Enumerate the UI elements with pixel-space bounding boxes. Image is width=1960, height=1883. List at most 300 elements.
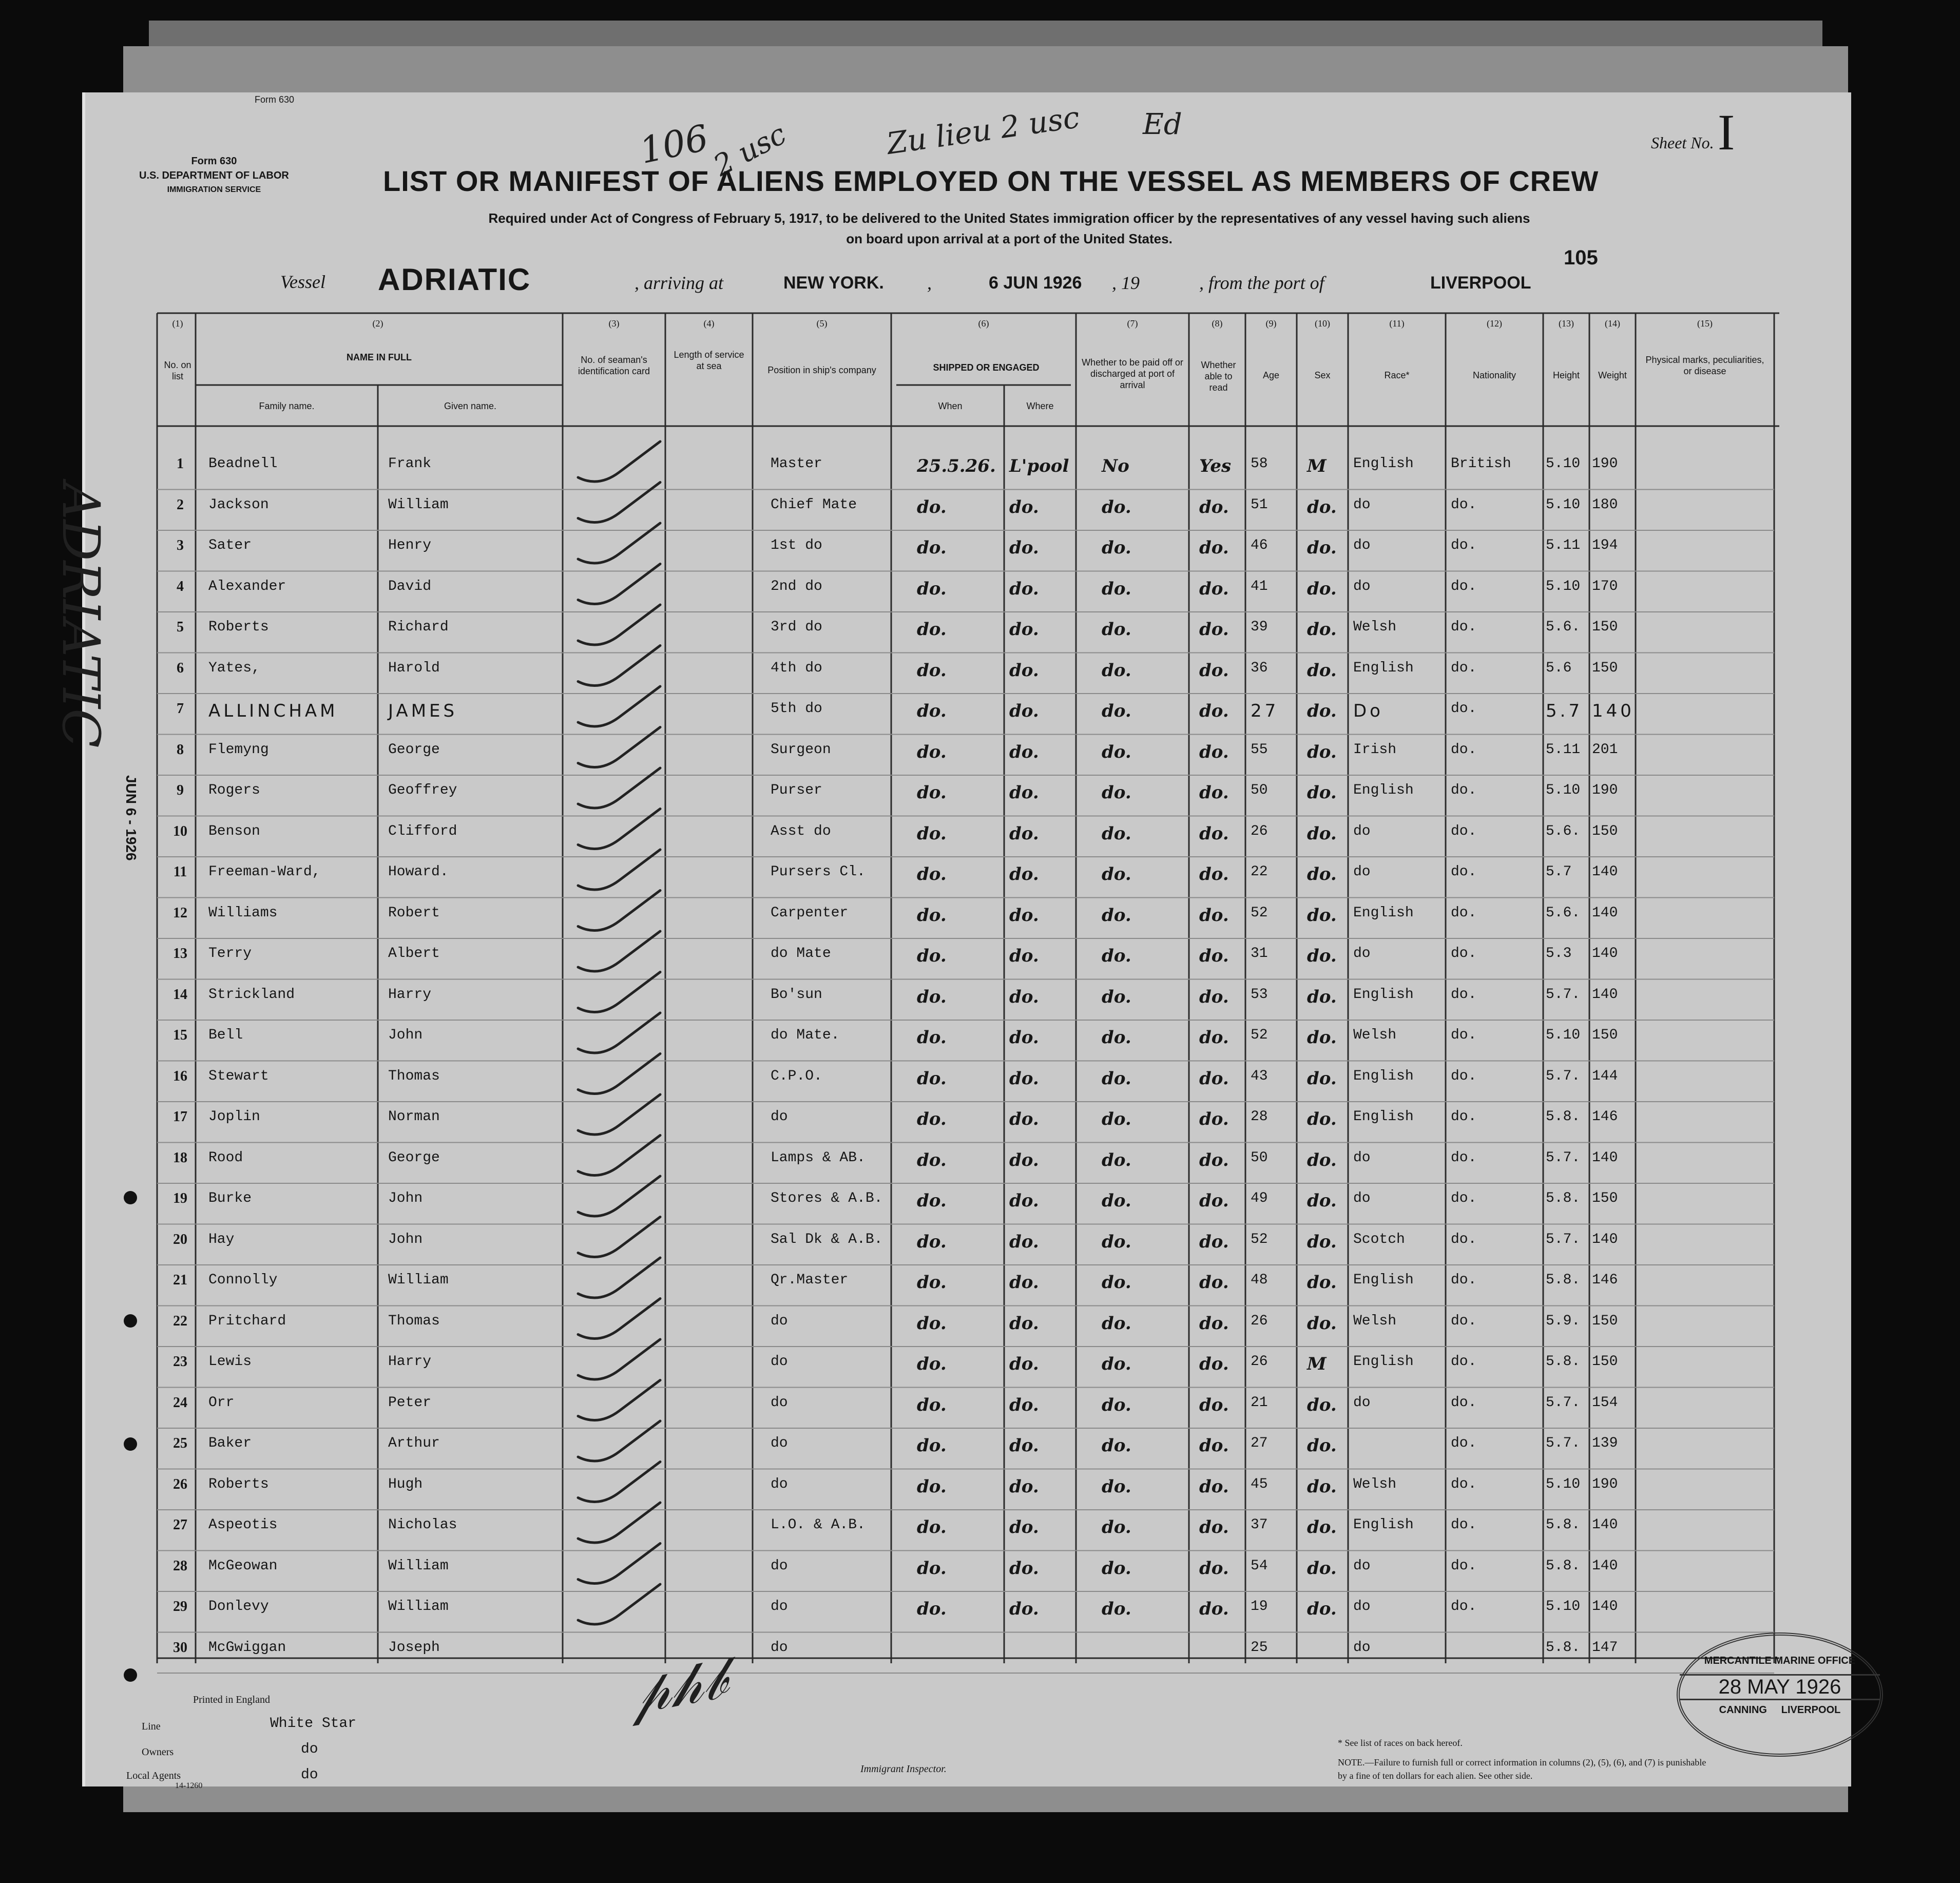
sheet-number: I xyxy=(1718,104,1735,161)
cell-paid: do. xyxy=(1102,1354,1131,1374)
cell-sex: do. xyxy=(1307,619,1337,640)
year-label: , 19 xyxy=(1112,273,1140,293)
sheet-label: Sheet No. xyxy=(1651,133,1714,152)
cell-paid: do. xyxy=(1102,496,1131,517)
vessel-label: Vessel xyxy=(280,272,325,292)
cell-read: do. xyxy=(1199,660,1229,681)
cell-read: do. xyxy=(1199,1149,1229,1170)
cell-sex: do. xyxy=(1307,1435,1337,1456)
cell-sex: do. xyxy=(1307,1027,1337,1048)
cell-age: 54 xyxy=(1251,1558,1268,1574)
cell-height: 5.7. xyxy=(1546,1068,1581,1084)
cell-race: English xyxy=(1353,660,1414,676)
cell-given: Richard xyxy=(388,619,449,635)
cell-where: do. xyxy=(1009,1027,1039,1048)
cell-height: 5.7. xyxy=(1546,1394,1581,1411)
col-num-1: (1) xyxy=(172,318,183,329)
cell-position: Lamps & AB. xyxy=(771,1149,866,1166)
cell-sex: M xyxy=(1307,456,1327,476)
cell-position: Sal Dk & A.B. xyxy=(771,1231,883,1247)
stamp-date: 28 MAY 1926 xyxy=(1680,1674,1880,1700)
cell-sex: do. xyxy=(1307,864,1337,885)
handwritten-ed: Ed xyxy=(1143,108,1182,141)
check-mark xyxy=(578,1299,660,1339)
cell-where: do. xyxy=(1009,496,1039,517)
cell-weight: 150 xyxy=(1592,1190,1618,1206)
cell-family: Rogers xyxy=(208,782,260,798)
cell-height: 5.10 xyxy=(1546,578,1581,594)
cell-nat: do. xyxy=(1451,496,1477,513)
cell-age: 52 xyxy=(1251,1027,1268,1043)
cell-family: Roberts xyxy=(208,619,269,635)
cell-paid: do. xyxy=(1102,1068,1131,1089)
cell-nat: do. xyxy=(1451,1231,1477,1247)
cell-age: 39 xyxy=(1251,619,1268,635)
cell-given: Henry xyxy=(388,537,432,553)
cell-no: 4 xyxy=(177,578,184,594)
cell-family: Freeman-Ward, xyxy=(208,864,321,880)
cell-age: 48 xyxy=(1251,1272,1268,1288)
cell-no: 22 xyxy=(173,1313,187,1329)
cell-race: English xyxy=(1353,782,1414,798)
cell-paid: do. xyxy=(1102,864,1131,885)
cell-age: 52 xyxy=(1251,1231,1268,1247)
cell-race: Welsh xyxy=(1353,1476,1397,1492)
cell-weight: 139 xyxy=(1592,1435,1618,1451)
cell-race: English xyxy=(1353,905,1414,921)
cell-height: 5.10 xyxy=(1546,496,1581,513)
cell-race: do xyxy=(1353,578,1371,594)
cell-weight: 150 xyxy=(1592,823,1618,839)
cell-read: Yes xyxy=(1199,456,1232,476)
cell-family: Benson xyxy=(208,823,260,839)
cell-age: 43 xyxy=(1251,1068,1268,1084)
cell-family: McGwiggan xyxy=(208,1639,286,1656)
cell-no: 27 xyxy=(173,1517,187,1533)
arrival-date-stamp: 6 JUN 1926 xyxy=(989,273,1082,293)
cell-nat: do. xyxy=(1451,1109,1477,1125)
cell-read: do. xyxy=(1199,864,1229,885)
cell-position: do xyxy=(771,1639,788,1656)
cell-no: 2 xyxy=(177,496,184,513)
cell-race: Welsh xyxy=(1353,619,1397,635)
cell-weight: 150 xyxy=(1592,1027,1618,1043)
cell-age: 52 xyxy=(1251,905,1268,921)
cell-where: do. xyxy=(1009,986,1039,1007)
header-seaman-card: No. of seaman's identification card xyxy=(578,355,650,376)
cell-sex: do. xyxy=(1307,1068,1337,1089)
cell-paid: do. xyxy=(1102,1272,1131,1293)
cell-given: Albert xyxy=(388,946,440,962)
cell-weight: 150 xyxy=(1592,619,1618,635)
cell-weight: 190 xyxy=(1592,456,1618,472)
cell-height: 5.10 xyxy=(1546,456,1581,472)
cell-no: 12 xyxy=(173,905,187,921)
cell-family: Pritchard xyxy=(208,1313,286,1329)
subtitle-line-1: Required under Act of Congress of February 5, 1917, to be delivered to the United States immigration officer by the representatives of any vessel having such aliens xyxy=(488,210,1530,226)
cell-read: do. xyxy=(1199,1558,1229,1579)
cell-when: do. xyxy=(917,1068,947,1089)
cell-sex: do. xyxy=(1307,1476,1337,1497)
cell-given: John xyxy=(388,1231,423,1247)
cell-height: 5.7. xyxy=(1546,1231,1581,1247)
header-physical-marks: Physical marks, peculiarities, or disease xyxy=(1645,355,1764,376)
cell-given: William xyxy=(388,1558,449,1574)
cell-height: 5.10 xyxy=(1546,1027,1581,1043)
cell-family: Donlevy xyxy=(208,1599,269,1615)
cell-age: 26 xyxy=(1251,1313,1268,1329)
cell-race: do xyxy=(1353,1639,1371,1656)
cell-race: English xyxy=(1353,986,1414,1003)
service-name: IMMIGRATION SERVICE xyxy=(167,185,261,194)
cell-height: 5.8. xyxy=(1546,1558,1581,1574)
cell-position: Master xyxy=(771,456,822,472)
cell-no: 17 xyxy=(173,1109,187,1125)
cell-sex: do. xyxy=(1307,782,1337,803)
cell-nat: do. xyxy=(1451,1599,1477,1615)
cell-given: Thomas xyxy=(388,1068,440,1084)
cell-given: Howard. xyxy=(388,864,449,880)
cell-where: do. xyxy=(1009,864,1039,885)
check-mark xyxy=(578,564,660,604)
cell-no: 16 xyxy=(173,1068,187,1084)
cell-nat: do. xyxy=(1451,537,1477,553)
cell-given: John xyxy=(388,1190,423,1206)
cell-race: do xyxy=(1353,1558,1371,1574)
header-position: Position in ship's company xyxy=(767,365,876,375)
cell-position: Pursers Cl. xyxy=(771,864,866,880)
cell-paid: do. xyxy=(1102,1517,1131,1538)
arriving-label: , arriving at xyxy=(635,273,724,293)
cell-where: do. xyxy=(1009,1517,1039,1538)
cell-height: 5.8. xyxy=(1546,1639,1581,1656)
cell-when: do. xyxy=(917,986,947,1007)
cell-where: do. xyxy=(1009,823,1039,844)
cell-given: Nicholas xyxy=(388,1517,457,1533)
cell-family: Joplin xyxy=(208,1109,260,1125)
check-mark xyxy=(578,1013,660,1053)
cell-height: 5.10 xyxy=(1546,1476,1581,1492)
cell-read: do. xyxy=(1199,496,1229,517)
check-mark xyxy=(578,1136,660,1176)
cell-nat: do. xyxy=(1451,1354,1477,1370)
cell-paid: do. xyxy=(1102,660,1131,681)
cell-nat: do. xyxy=(1451,1517,1477,1533)
col-num-14: (14) xyxy=(1605,318,1620,329)
cell-paid: do. xyxy=(1102,1313,1131,1334)
cell-where: do. xyxy=(1009,537,1039,558)
cell-read: do. xyxy=(1199,1476,1229,1497)
cell-when: do. xyxy=(917,701,947,721)
cell-weight: 140 xyxy=(1592,1599,1618,1615)
cell-position: L.O. & A.B. xyxy=(771,1517,866,1533)
cell-given: Norman xyxy=(388,1109,440,1125)
cell-read: do. xyxy=(1199,1068,1229,1089)
cell-no: 15 xyxy=(173,1027,187,1043)
header-able-read: Whether able to read xyxy=(1201,360,1236,393)
check-mark xyxy=(578,1421,660,1461)
cell-height: 5.7. xyxy=(1546,986,1581,1003)
cell-height: 5.8. xyxy=(1546,1190,1581,1206)
cell-where: do. xyxy=(1009,782,1039,803)
cell-paid: do. xyxy=(1102,578,1131,599)
cell-family: Terry xyxy=(208,946,252,962)
cell-nat: do. xyxy=(1451,782,1477,798)
cell-read: do. xyxy=(1199,1190,1229,1211)
header-shipped-engaged: SHIPPED OR ENGAGED xyxy=(933,362,1040,373)
cell-age: 45 xyxy=(1251,1476,1268,1492)
cell-given: JAMES xyxy=(388,701,458,721)
cell-nat: do. xyxy=(1451,1149,1477,1166)
cell-age: 50 xyxy=(1251,1149,1268,1166)
cell-weight: 140 xyxy=(1592,946,1618,962)
cell-age: 31 xyxy=(1251,946,1268,962)
cell-race: do xyxy=(1353,537,1371,553)
cell-race: English xyxy=(1353,1354,1414,1370)
cell-no: 7 xyxy=(177,701,184,717)
cell-when: do. xyxy=(917,864,947,885)
cell-read: do. xyxy=(1199,1027,1229,1048)
check-mark xyxy=(578,1380,660,1420)
cell-when: do. xyxy=(917,537,947,558)
check-mark xyxy=(578,605,660,645)
cell-age: 28 xyxy=(1251,1109,1268,1125)
cell-paid: do. xyxy=(1102,946,1131,966)
cell-age: 27 xyxy=(1251,701,1279,721)
cell-sex: do. xyxy=(1307,1313,1337,1334)
cell-sex: do. xyxy=(1307,537,1337,558)
cell-when: do. xyxy=(917,660,947,681)
cell-when: do. xyxy=(917,1435,947,1456)
vessel-name: ADRIATIC xyxy=(378,262,531,297)
cell-family: Bell xyxy=(208,1027,243,1043)
cell-where: do. xyxy=(1009,1190,1039,1211)
cell-given: Harry xyxy=(388,986,432,1003)
cell-sex: do. xyxy=(1307,701,1337,721)
cell-position: do xyxy=(771,1476,788,1492)
cell-sex: do. xyxy=(1307,1190,1337,1211)
cell-no: 28 xyxy=(173,1558,187,1574)
cell-nat: do. xyxy=(1451,864,1477,880)
cell-height: 5.7. xyxy=(1546,1149,1581,1166)
cell-race: Scotch xyxy=(1353,1231,1405,1247)
cell-given: Hugh xyxy=(388,1476,423,1492)
cell-given: Harry xyxy=(388,1354,432,1370)
owners-value: do xyxy=(301,1741,318,1757)
form-number: Form 630 xyxy=(191,156,237,167)
cell-given: Arthur xyxy=(388,1435,440,1451)
cell-age: 26 xyxy=(1251,823,1268,839)
cell-when: do. xyxy=(917,1394,947,1415)
cell-read: do. xyxy=(1199,782,1229,803)
cell-position: do xyxy=(771,1354,788,1370)
cell-where: do. xyxy=(1009,1109,1039,1129)
cell-position: Asst do xyxy=(771,823,831,839)
cell-sex: do. xyxy=(1307,823,1337,844)
cell-sex: do. xyxy=(1307,905,1337,926)
cell-position: Surgeon xyxy=(771,741,831,758)
cell-where: do. xyxy=(1009,1149,1039,1170)
cell-sex: do. xyxy=(1307,660,1337,681)
cell-position: 4th do xyxy=(771,660,822,676)
cell-weight: 147 xyxy=(1592,1639,1618,1656)
check-mark xyxy=(578,483,660,523)
cell-family: Baker xyxy=(208,1435,252,1451)
cell-sex: do. xyxy=(1307,1272,1337,1293)
cell-height: 5.11 xyxy=(1546,537,1581,553)
cell-nat: do. xyxy=(1451,1027,1477,1043)
cell-where: do. xyxy=(1009,1558,1039,1579)
check-mark xyxy=(578,768,660,808)
cell-height: 5.3 xyxy=(1546,946,1572,962)
cell-where: do. xyxy=(1009,905,1039,926)
cell-family: Roberts xyxy=(208,1476,269,1492)
cell-weight: 154 xyxy=(1592,1394,1618,1411)
cell-when: do. xyxy=(917,1272,947,1293)
owners-label: Owners xyxy=(142,1746,174,1758)
cell-given: Harold xyxy=(388,660,440,676)
cell-weight: 201 xyxy=(1592,741,1618,758)
cell-race: do xyxy=(1353,1394,1371,1411)
cell-no: 6 xyxy=(177,660,184,676)
page-number: 105 xyxy=(1564,246,1598,269)
cell-read: do. xyxy=(1199,1354,1229,1374)
cell-when: do. xyxy=(917,1027,947,1048)
cell-when: do. xyxy=(917,823,947,844)
cell-height: 5.8. xyxy=(1546,1109,1581,1125)
cell-race: Welsh xyxy=(1353,1027,1397,1043)
cell-weight: 170 xyxy=(1592,578,1618,594)
cell-weight: 190 xyxy=(1592,1476,1618,1492)
cell-paid: do. xyxy=(1102,1109,1131,1129)
header-length-service: Length of service at sea xyxy=(674,350,744,371)
cell-race: do xyxy=(1353,1149,1371,1166)
cell-nat: do. xyxy=(1451,578,1477,594)
check-mark xyxy=(578,1176,660,1216)
cell-family: Jackson xyxy=(208,496,269,513)
cell-read: do. xyxy=(1199,986,1229,1007)
stamp-canning: CANNING xyxy=(1719,1704,1767,1716)
cell-sex: do. xyxy=(1307,946,1337,966)
col-num-8: (8) xyxy=(1212,318,1223,329)
cell-race: English xyxy=(1353,1517,1414,1533)
cell-sex: do. xyxy=(1307,578,1337,599)
marine-office-stamp xyxy=(1677,1632,1883,1757)
cell-family: ALLINCHAM xyxy=(208,701,338,721)
col-num-3: (3) xyxy=(608,318,620,329)
cell-when: do. xyxy=(917,1558,947,1579)
cell-where: do. xyxy=(1009,1435,1039,1456)
cell-when: 25.5.26. xyxy=(917,456,996,476)
cell-height: 5.8. xyxy=(1546,1517,1581,1533)
cell-nat: do. xyxy=(1451,1272,1477,1288)
cell-read: do. xyxy=(1199,578,1229,599)
cell-where: do. xyxy=(1009,1231,1039,1252)
cell-position: Purser xyxy=(771,782,822,798)
cell-read: do. xyxy=(1199,701,1229,721)
cell-given: Robert xyxy=(388,905,440,921)
cell-family: Orr xyxy=(208,1394,235,1411)
cell-sex: do. xyxy=(1307,1517,1337,1538)
cell-race: English xyxy=(1353,1272,1414,1288)
cell-no: 23 xyxy=(173,1354,187,1370)
cell-race: English xyxy=(1353,456,1414,472)
cell-no: 13 xyxy=(173,946,187,962)
cell-age: 51 xyxy=(1251,496,1268,513)
races-note: * See list of races on back hereof. xyxy=(1338,1738,1463,1748)
comma: , xyxy=(927,273,932,293)
seaman-card-check-marks xyxy=(578,441,660,1624)
col-num-11: (11) xyxy=(1389,318,1405,329)
header-no-on-list: No. on list xyxy=(164,360,191,381)
cell-nat: do. xyxy=(1451,1313,1477,1329)
cell-age: 25 xyxy=(1251,1639,1268,1656)
cell-family: Sater xyxy=(208,537,252,553)
cell-given: William xyxy=(388,1599,449,1615)
cell-read: do. xyxy=(1199,1272,1229,1293)
cell-age: 55 xyxy=(1251,741,1268,758)
cell-race: do xyxy=(1353,496,1371,513)
cell-family: Alexander xyxy=(208,578,286,594)
cell-age: 50 xyxy=(1251,782,1268,798)
table-grid xyxy=(85,92,1851,1786)
cell-when: do. xyxy=(917,1313,947,1334)
cell-weight: 146 xyxy=(1592,1272,1618,1288)
cell-given: Geoffrey xyxy=(388,782,457,798)
inspector-label: Immigrant Inspector. xyxy=(860,1763,947,1775)
cell-sex: do. xyxy=(1307,1558,1337,1579)
cell-where: do. xyxy=(1009,1476,1039,1497)
cell-read: do. xyxy=(1199,823,1229,844)
cell-height: 5.6. xyxy=(1546,905,1581,921)
cell-sex: do. xyxy=(1307,1109,1337,1129)
cell-no: 3 xyxy=(177,537,184,553)
binder-hole xyxy=(124,1314,137,1328)
cell-sex: do. xyxy=(1307,1231,1337,1252)
cell-height: 5.10 xyxy=(1546,782,1581,798)
cell-position: Bo'sun xyxy=(771,986,822,1003)
cell-nat: British xyxy=(1451,456,1511,472)
cell-read: do. xyxy=(1199,619,1229,640)
cell-position: do xyxy=(771,1109,788,1125)
cell-sex: do. xyxy=(1307,1599,1337,1619)
cell-when: do. xyxy=(917,1354,947,1374)
cell-where: do. xyxy=(1009,1354,1039,1374)
check-mark xyxy=(578,1339,660,1379)
cell-height: 5.10 xyxy=(1546,1599,1581,1615)
cell-paid: do. xyxy=(1102,619,1131,640)
check-mark xyxy=(578,1094,660,1135)
cell-race: English xyxy=(1353,1109,1414,1125)
cell-family: Lewis xyxy=(208,1354,252,1370)
cell-height: 5.6 xyxy=(1546,660,1572,676)
cell-read: do. xyxy=(1199,1313,1229,1334)
check-mark xyxy=(578,686,660,726)
cell-weight: 140 xyxy=(1592,701,1635,721)
header-sex: Sex xyxy=(1314,370,1331,380)
cell-position: 2nd do xyxy=(771,578,822,594)
cell-given: Joseph xyxy=(388,1639,440,1656)
cell-paid: do. xyxy=(1102,1394,1131,1415)
cell-paid: do. xyxy=(1102,1027,1131,1048)
cell-family: Rood xyxy=(208,1149,243,1166)
cell-read: do. xyxy=(1199,1435,1229,1456)
cell-position: 1st do xyxy=(771,537,822,553)
col-num-7: (7) xyxy=(1127,318,1138,329)
cell-no: 18 xyxy=(173,1149,187,1166)
handwritten-usc: 2 usc xyxy=(708,117,792,183)
cell-no: 21 xyxy=(173,1272,187,1288)
